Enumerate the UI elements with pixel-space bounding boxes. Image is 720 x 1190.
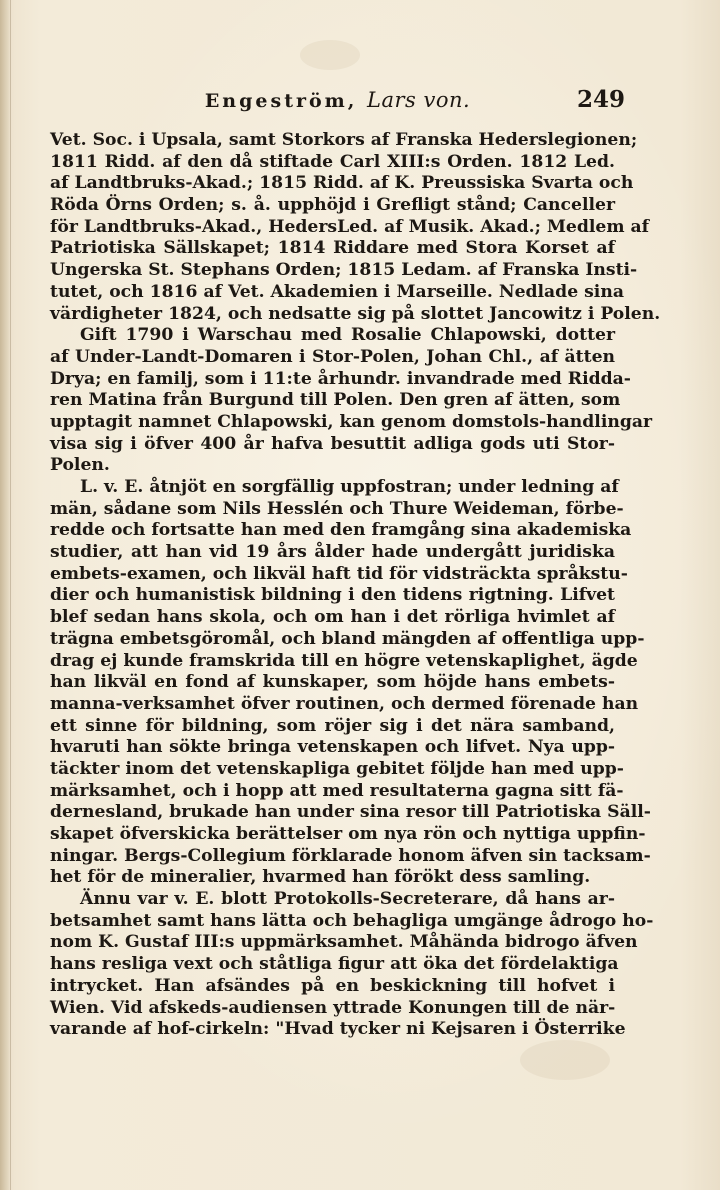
text-line: manna-verksamhet öfver routinen, och dermed förenade han — [50, 693, 639, 714]
text-line: nom K. Gustaf III:s uppmärksamhet. Måhända bidrogo äfven — [50, 932, 638, 953]
text-line: dernesland, brukade han under sina resor till Patriotiska Säll- — [50, 802, 651, 823]
text-line: Drya; en familj, som i 11:te århundr. invandrade med Ridda- — [50, 368, 631, 389]
text-line: embets-examen, och likväl haft tid för vidsträckta språkstu- — [50, 563, 628, 584]
text-line: dier och humanistisk bildning i den tidens rigtning. Lifvet — [50, 585, 615, 606]
page-gutter — [0, 0, 10, 1190]
paper-stain — [520, 1040, 610, 1080]
text-line: betsamhet samt hans lätta och behagliga umgänge ådrogo ho- — [50, 910, 654, 931]
text-line: tutet, och 1816 af Vet. Akademien i Marseille. Nedlade sina — [50, 281, 624, 302]
text-line: hans resliga vext och ståtliga figur att öka det fördelaktiga — [50, 954, 619, 975]
text-line: Gift 1790 i Warschau med Rosalie Chlapowski, dotter — [80, 325, 615, 346]
gutter-line — [10, 0, 11, 1190]
text-line: 1811 Ridd. af den då stiftade Carl XIII:s Orden. 1812 Led. — [50, 151, 615, 172]
text-line: Röda Örns Orden; s. å. upphöjd i Grefligt stånd; Canceller — [50, 195, 615, 216]
text-line: ningar. Bergs-Collegium förklarade honom äfven sin tacksam- — [50, 845, 651, 866]
text-line: upptagit namnet Chlapowski, kan genom domstols-handlingar — [50, 411, 653, 432]
text-line: Ungerska St. Stephans Orden; 1815 Ledam. af Franska Insti- — [50, 260, 638, 281]
text-line: Vet. Soc. i Upsala, samt Storkors af Franska Hederslegionen; — [50, 130, 638, 150]
body-text — [50, 130, 661, 1041]
paragraph — [50, 477, 651, 889]
paper-stain — [300, 40, 360, 70]
text-line: täckter inom det vetenskapliga gebitet följde han med upp- — [50, 758, 624, 779]
text-line: het för de mineralier, hvarmed han förökt dess samling. — [50, 867, 591, 888]
text-line: ett sinne för bildning, som röjer sig i det nära samband, — [50, 715, 615, 736]
page-header — [50, 86, 625, 120]
text-line: värdigheter 1824, och nedsatte sig på slottet Jancowitz i Polen. — [50, 303, 661, 324]
text-line: trägna embetsgöromål, och bland mängden af offentliga upp- — [50, 628, 645, 649]
running-head-given-name: Lars von. — [367, 88, 471, 112]
text-line: ren Matina från Burgund till Polen. Den gren af ätten, som — [50, 390, 621, 411]
text-line: han likväl en fond af kunskaper, som höjde hans embets- — [50, 672, 615, 693]
text-line: visa sig i öfver 400 år hafva besuttit adliga gods uti Stor- — [50, 433, 615, 454]
paragraph — [50, 325, 653, 477]
text-line: L. v. E. åtnjöt en sorgfällig uppfostran; under ledning af — [80, 477, 619, 497]
text-line: studier, att han vid 19 års ålder hade undergått juridiska — [50, 542, 615, 563]
text-line: skapet öfverskicka berättelser om nya rön och nyttiga uppfin- — [50, 824, 646, 844]
running-head — [50, 88, 625, 112]
paragraph — [50, 889, 654, 1041]
text-line: för Landtbruks-Akad., HedersLed. af Musik. Akad.; Medlem af — [50, 216, 650, 237]
text-line: af Under-Landt-Domaren i Stor-Polen, Johan Chl., af ätten — [50, 346, 615, 367]
text-line: intrycket. Han afsändes på en beskickning till hofvet i — [50, 975, 615, 996]
text-line: hvaruti han sökte bringa vetenskapen och lifvet. Nya upp- — [50, 737, 615, 758]
text-line: män, sådane som Nils Hesslén och Thure Weideman, förbe- — [50, 498, 624, 519]
text-line: redde och fortsatte han med den framgång sina akademiska — [50, 520, 632, 541]
text-line: af Landtbruks-Akad.; 1815 Ridd. af K. Preussiska Svarta och — [50, 173, 634, 194]
text-line: varande af hof-cirkeln: "Hvad tycker ni Kejsaren i Österrike — [50, 1019, 626, 1040]
text-line: drag ej kunde framskrida till en högre vetenskaplighet, ägde — [50, 650, 638, 671]
page-number: 249 — [576, 86, 625, 113]
paragraph — [50, 130, 661, 325]
text-line: Wien. Vid afskeds-audiensen yttrade Konungen till de när- — [50, 997, 616, 1018]
running-head-surname: Engeström, — [204, 90, 358, 112]
text-line: märksamhet, och i hopp att med resultaterna gagna sitt fä- — [50, 780, 624, 801]
text-line: Ännu var v. E. blott Protokolls-Secreterare, då hans ar- — [80, 889, 615, 910]
text-line: Polen. — [50, 455, 110, 476]
text-line: blef sedan hans skola, och om han i det rörliga hvimlet af — [50, 607, 615, 628]
text-line: Patriotiska Sällskapet; 1814 Riddare med Stora Korset af — [50, 238, 615, 259]
